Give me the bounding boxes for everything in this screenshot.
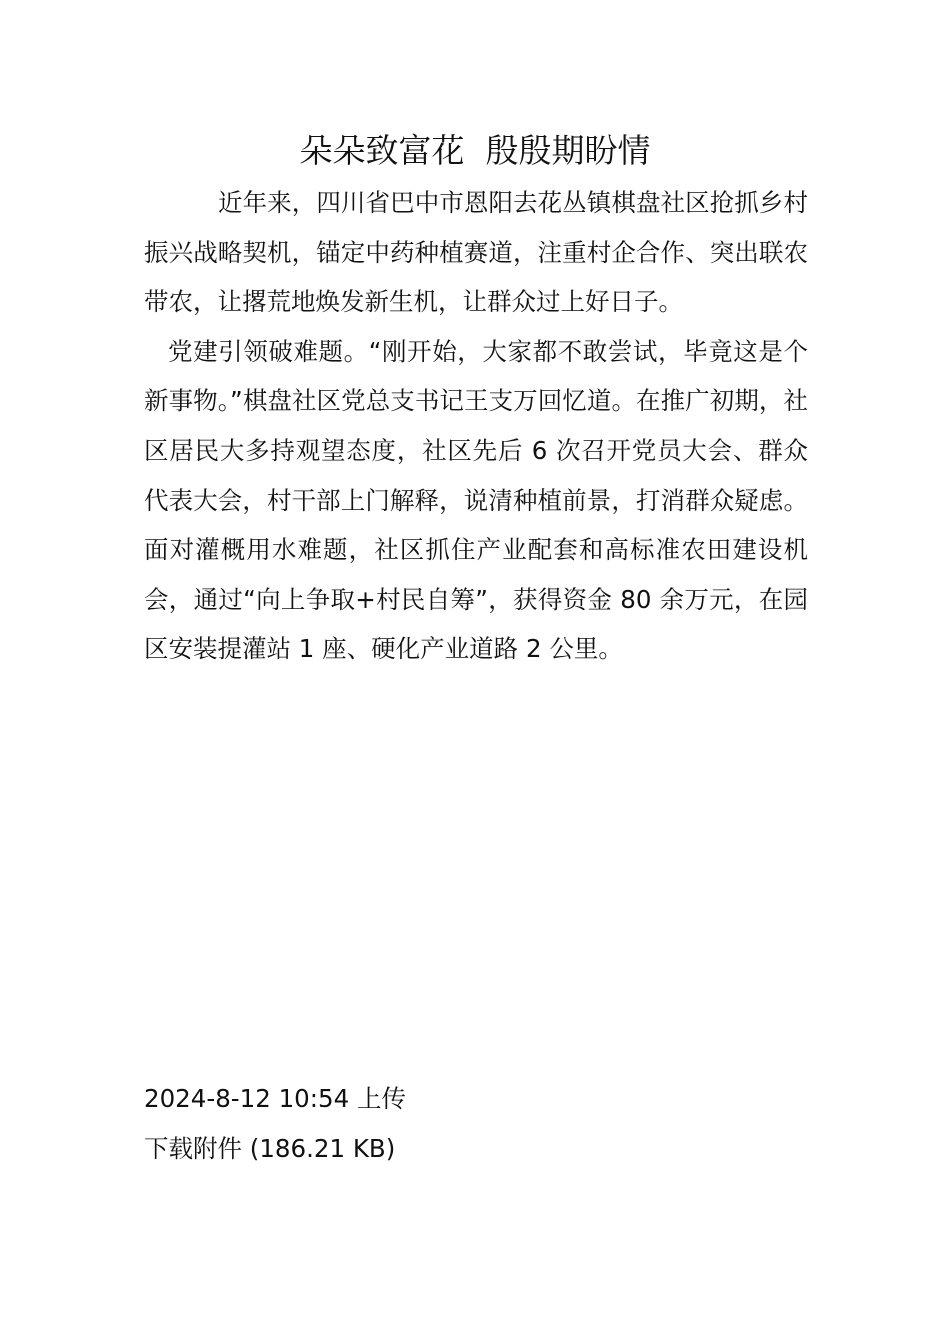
article-title: 朵朵致富花 殷殷期盼情: [299, 131, 651, 170]
attachment-info: [144, 1074, 406, 1173]
download-attachment-link[interactable]: 下载附件 (186.21 KB): [144, 1133, 396, 1163]
upload-timestamp: 2024-8-12 10:54 上传: [144, 1084, 406, 1113]
paragraph-intro: 近年来，四川省巴中市恩阳去花丛镇棋盘社区抢抓乡村振兴战略契机，锚定中药种植赛道，注重村企合作、突出联农带农，让撂荒地焕发新生机，让群众过上好日子。: [144, 188, 808, 317]
paragraph-party-building: 党建引领破难题。“刚开始，大家都不敢尝试，毕竟这是个新事物。”棋盘社区党总支书记王支万回忆道。在推广初期，社区居民大多持观望态度，社区先后 6 次召开党员大会、群众代表大会，村干部上门解释，说清种植前景，打消群众疑虑。面对灌概用水难题，社区抓住产业配套和高标准农田建设机会，通过“向上争取+村民自筹”，获得资金 80 余万元，在园区安装提灌站 1 座、硬化产业道路 2 公里。: [144, 336, 808, 664]
article-body: [144, 178, 808, 674]
